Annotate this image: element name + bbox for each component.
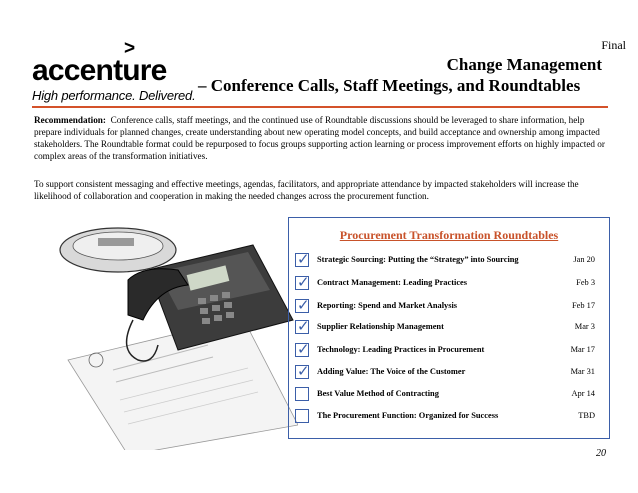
roundtable-date: Apr 14 (571, 389, 595, 398)
recommendation-label: Recommendation: (34, 115, 106, 125)
check-mark-icon: ✓ (297, 250, 310, 268)
roundtable-topic: Strategic Sourcing: Putting the “Strategy” into Sourcing (317, 255, 519, 264)
roundtable-topic: Supplier Relationship Management (317, 322, 444, 331)
check-mark-icon: ✓ (297, 362, 310, 380)
checked-checkbox[interactable] (295, 250, 310, 268)
roundtable-row (295, 408, 599, 428)
roundtable-date: Feb 3 (576, 278, 595, 287)
check-mark-icon: ✓ (297, 296, 310, 314)
roundtable-topic: Best Value Method of Contracting (317, 389, 439, 398)
page-subtitle: – Conference Calls, Staff Meetings, and Roundtables (198, 76, 581, 95)
roundtable-topic: Reporting: Spend and Market Analysis (317, 301, 458, 310)
roundtable-row (295, 319, 599, 339)
roundtables-panel (288, 217, 610, 439)
accenture-logo (32, 38, 196, 105)
empty-checkbox[interactable] (295, 409, 309, 423)
document-status: Final (601, 38, 626, 52)
roundtable-row (295, 342, 599, 362)
panel-title: Procurement Transformation Roundtables (339, 228, 559, 242)
conference-phone-icon (58, 210, 298, 450)
roundtable-date: Jan 20 (573, 255, 595, 264)
check-mark-icon: ✓ (297, 340, 310, 358)
logo-tagline: High performance. Delivered. (32, 88, 196, 103)
roundtable-topic: The Procurement Function: Organized for Success (317, 411, 499, 420)
roundtable-date: Mar 17 (570, 345, 595, 354)
roundtable-topic: Adding Value: The Voice of the Customer (317, 367, 466, 376)
page-title: Change Management (446, 55, 602, 74)
checked-checkbox[interactable] (295, 273, 310, 291)
logo-chevron: > (124, 38, 136, 59)
checked-checkbox[interactable] (295, 296, 310, 314)
empty-checkbox[interactable] (295, 387, 309, 401)
roundtable-row (295, 298, 599, 318)
roundtable-date: Mar 3 (574, 322, 595, 331)
recommendation-paragraph (34, 114, 606, 162)
page-number: 20 (596, 448, 606, 459)
recommendation-text: Conference calls, staff meetings, and the continued use of Roundtable discussions should be leveraged to share information, help prepare individuals for planned changes, create understanding about new operating model concepts, and build acceptance and ownership among impacted stakeholders. The Roundtable format could be repurposed to focus groups supporting action learning or process improvement efforts on highly impacted or complex areas of the transformation initiatives. (34, 115, 605, 161)
roundtable-row (295, 275, 599, 295)
header-divider (32, 106, 608, 108)
roundtable-date: Mar 31 (570, 367, 595, 376)
roundtable-date: Feb 17 (571, 301, 595, 310)
logo-wordmark: accenture (32, 54, 167, 87)
roundtable-topic: Technology: Leading Practices in Procurement (317, 345, 485, 354)
support-paragraph: To support consistent messaging and effective meetings, agendas, facilitators, and appropriate attendance by impacted stakeholders will increase the likelihood of collaboration and cooperation in making the needed changes across the procurement function. (34, 179, 579, 201)
roundtable-date: TBD (578, 411, 595, 420)
roundtable-topic: Contract Management: Leading Practices (317, 278, 468, 287)
roundtable-row (295, 252, 599, 272)
roundtable-row (295, 386, 599, 406)
check-mark-icon: ✓ (297, 273, 310, 291)
checked-checkbox[interactable] (295, 317, 310, 335)
checked-checkbox[interactable] (295, 362, 310, 380)
checked-checkbox[interactable] (295, 340, 310, 358)
check-mark-icon: ✓ (297, 317, 310, 335)
roundtable-row (295, 364, 599, 384)
speakerphone-body (60, 228, 176, 272)
